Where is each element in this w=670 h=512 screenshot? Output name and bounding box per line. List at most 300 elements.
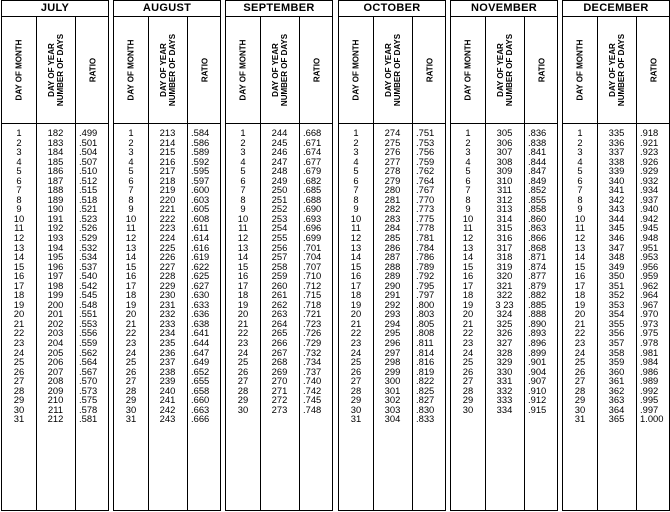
table-cell: 201 — [47, 308, 64, 320]
table-cell: 273 — [271, 403, 288, 415]
month-data-body — [339, 128, 445, 510]
table-cell: 258 — [271, 260, 288, 272]
column-day-of-year — [373, 128, 412, 424]
table-cell: 16 — [462, 270, 474, 282]
table-cell: 298 — [384, 356, 401, 368]
table-cell: .567 — [79, 365, 98, 377]
table-cell: 326 — [496, 327, 513, 339]
table-cell: .956 — [640, 260, 659, 272]
table-cell: .893 — [528, 327, 547, 339]
table-cell: 1 — [353, 127, 359, 138]
table-cell: 15 — [237, 260, 249, 272]
table-cell: 356 — [608, 327, 625, 339]
table-cell: 10 — [13, 212, 25, 224]
table-cell: 213 — [159, 127, 176, 138]
header-day-of-month — [563, 17, 597, 123]
table-cell: 300 — [384, 375, 401, 387]
table-cell: .967 — [640, 298, 659, 310]
table-cell: 186 — [47, 165, 64, 177]
table-cell: 206 — [47, 356, 64, 368]
table-cell: .992 — [640, 384, 659, 396]
table-cell: 337 — [608, 146, 625, 158]
header-day-of-month — [226, 17, 260, 123]
table-cell: 357 — [608, 337, 625, 349]
table-cell: .781 — [416, 232, 435, 244]
table-cell: 27 — [574, 375, 586, 387]
table-cell: 11 — [575, 222, 585, 234]
table-cell: 4 — [353, 155, 359, 167]
table-cell: 210 — [47, 394, 64, 406]
table-cell: 5 — [240, 165, 246, 177]
table-cell: 224 — [159, 232, 176, 244]
header-day-of-month — [451, 17, 485, 123]
table-cell: 11 — [126, 222, 136, 234]
table-cell: 255 — [271, 232, 288, 244]
table-cell: .507 — [79, 155, 98, 167]
table-cell: 28 — [350, 384, 362, 396]
table-cell: 251 — [271, 193, 288, 205]
column-day-of-year — [36, 128, 75, 424]
table-cell: 308 — [496, 155, 513, 167]
table-cell: 24 — [237, 346, 249, 358]
table-cell: 10 — [574, 212, 586, 224]
table-cell: 275 — [384, 136, 401, 148]
table-cell: 297 — [384, 346, 401, 358]
table-cell: 24 — [13, 346, 25, 358]
table-cell: 31 — [574, 413, 586, 425]
table-cell: 16 — [574, 270, 586, 282]
table-cell: .647 — [191, 346, 210, 358]
table-cell: 321 — [496, 279, 513, 291]
table-cell: 26 — [125, 365, 137, 377]
table-cell: 31 — [350, 413, 362, 425]
table-cell: 6 — [577, 174, 583, 186]
table-cell: 229 — [159, 279, 176, 291]
table-cell: .690 — [303, 203, 322, 215]
table-cell: .682 — [303, 174, 322, 186]
table-cell: 7 — [16, 184, 22, 196]
table-cell: .808 — [416, 327, 435, 339]
header-day-of-year — [36, 17, 75, 123]
table-cell: 310 — [496, 174, 513, 186]
column-days — [451, 128, 485, 414]
table-cell: 232 — [159, 308, 176, 320]
table-cell: 304 — [384, 413, 401, 425]
column-ratios — [528, 128, 559, 414]
table-cell: .888 — [528, 308, 547, 320]
table-cell: 15 — [574, 260, 586, 272]
table-cell: .989 — [640, 375, 659, 387]
table-cell: 3 — [128, 146, 134, 158]
table-cell: .589 — [191, 146, 210, 158]
table-cell: 355 — [608, 317, 625, 329]
table-cell: .797 — [416, 289, 435, 301]
table-cell: 259 — [271, 270, 288, 282]
table-cell: .830 — [416, 403, 435, 415]
table-cell: .564 — [79, 356, 98, 368]
table-cell: .975 — [640, 327, 659, 339]
table-cell: 352 — [608, 289, 625, 301]
table-cell: .696 — [303, 222, 322, 234]
table-cell: .605 — [191, 203, 210, 215]
table-cell: .860 — [528, 212, 547, 224]
table-cell: 271 — [271, 384, 288, 396]
table-cell: .855 — [528, 193, 547, 205]
table-cell: 288 — [384, 260, 401, 272]
table-cell: 265 — [271, 327, 288, 339]
table-cell: 270 — [271, 375, 288, 387]
table-cell: .937 — [640, 193, 659, 205]
table-cell: 194 — [47, 241, 64, 253]
table-cell: .595 — [191, 165, 210, 177]
month-title: NOVEMBER — [451, 1, 557, 17]
table-cell: 12 — [462, 232, 474, 244]
header-day-of-month — [114, 17, 148, 123]
table-cell: .986 — [640, 365, 659, 377]
table-cell: .545 — [79, 289, 98, 301]
table-cell: .542 — [79, 279, 98, 291]
table-cell: .926 — [640, 155, 659, 167]
table-cell: 4 — [577, 155, 583, 167]
header-day-of-year-label: DAY OF YEAR NUMBER OF DAYS — [495, 33, 514, 107]
table-cell: 341 — [608, 184, 625, 196]
month-block-december — [562, 0, 670, 511]
table-cell: .959 — [640, 270, 659, 282]
header-day-of-year-label: DAY OF YEAR NUMBER OF DAYS — [158, 33, 177, 107]
table-cell: .537 — [79, 260, 98, 272]
table-cell: .562 — [79, 346, 98, 358]
table-cell: .510 — [79, 165, 98, 177]
table-cell: 14 — [237, 251, 249, 263]
column-days — [2, 128, 36, 424]
header-day-of-month-label: DAY OF MONTH — [575, 39, 585, 101]
table-cell: 26 — [13, 365, 25, 377]
table-cell: 309 — [496, 165, 513, 177]
header-ratio — [187, 17, 222, 123]
table-cell: 22 — [574, 327, 586, 339]
table-cell: 1 — [16, 127, 22, 138]
table-cell: .600 — [191, 184, 210, 196]
table-cell: 205 — [47, 346, 64, 358]
table-cell: .526 — [79, 222, 98, 234]
table-cell: .652 — [191, 365, 210, 377]
table-cell: 1 — [465, 127, 471, 138]
table-cell: 228 — [159, 270, 176, 282]
table-cell: 281 — [384, 193, 401, 205]
table-cell: 11 — [463, 222, 473, 234]
table-cell: .910 — [528, 384, 547, 396]
table-cell: 329 — [496, 356, 513, 368]
table-cell: 316 — [496, 232, 513, 244]
table-cell: 2 — [577, 136, 583, 148]
table-cell: 23 — [574, 337, 586, 349]
table-cell: .679 — [303, 165, 322, 177]
table-cell: .981 — [640, 346, 659, 358]
table-cell: 11 — [14, 222, 24, 234]
header-day-of-month-label: DAY OF MONTH — [14, 39, 24, 101]
table-cell: 10 — [125, 212, 137, 224]
table-cell: 296 — [384, 337, 401, 349]
table-cell: .611 — [191, 222, 209, 234]
table-cell: .770 — [416, 193, 435, 205]
table-cell: 20 — [462, 308, 474, 320]
table-cell: 1.000 — [640, 413, 664, 425]
table-cell: .548 — [79, 298, 98, 310]
table-cell: 28 — [125, 384, 137, 396]
table-cell: 1 — [240, 127, 246, 138]
table-cell: 197 — [47, 270, 64, 282]
table-cell: .923 — [640, 146, 659, 158]
table-cell: .932 — [640, 174, 659, 186]
table-cell: .581 — [79, 413, 98, 425]
table-cell: 202 — [47, 317, 64, 329]
table-cell: 4 — [16, 155, 22, 167]
table-cell: 29 — [350, 394, 362, 406]
table-cell: 2 — [128, 136, 134, 148]
header-day-of-month-label: DAY OF MONTH — [463, 39, 473, 101]
table-cell: 199 — [47, 289, 64, 301]
table-cell: 261 — [271, 289, 288, 301]
header-ratio-label: RATIO — [649, 57, 658, 83]
table-cell: 287 — [384, 251, 401, 263]
table-cell: 27 — [13, 375, 25, 387]
table-cell: 217 — [159, 165, 176, 177]
table-cell: 207 — [47, 365, 64, 377]
table-cell: 18 — [462, 289, 474, 301]
table-cell: .786 — [416, 251, 435, 263]
table-cell: 299 — [384, 365, 401, 377]
table-cell: .641 — [191, 327, 210, 339]
table-cell: .677 — [303, 155, 322, 167]
table-cell: 363 — [608, 394, 625, 406]
header-day-of-year-label: DAY OF YEAR NUMBER OF DAYS — [607, 33, 626, 107]
table-cell: .751 — [416, 127, 435, 138]
table-cell: .858 — [528, 203, 547, 215]
table-cell: 339 — [608, 165, 625, 177]
table-cell: 235 — [159, 337, 176, 349]
table-cell: .953 — [640, 251, 659, 263]
table-cell: 214 — [159, 136, 176, 148]
table-cell: 196 — [47, 260, 64, 272]
table-cell: 25 — [574, 356, 586, 368]
table-cell: .627 — [191, 279, 210, 291]
table-cell: .636 — [191, 308, 210, 320]
table-cell: .849 — [528, 174, 547, 186]
table-cell: 314 — [496, 212, 513, 224]
table-cell: 346 — [608, 232, 625, 244]
table-cell: 19 — [125, 298, 137, 310]
table-cell: 9 — [465, 203, 471, 215]
table-cell: 24 — [462, 346, 474, 358]
table-cell: .504 — [79, 146, 98, 158]
table-cell: .699 — [303, 232, 322, 244]
column-days — [114, 128, 148, 424]
table-cell: 242 — [159, 403, 176, 415]
table-cell: 269 — [271, 365, 288, 377]
table-cell: 218 — [159, 174, 176, 186]
header-ratio-label: RATIO — [200, 57, 209, 83]
table-cell: 25 — [350, 356, 362, 368]
header-ratio — [299, 17, 334, 123]
table-cell: 319 — [496, 260, 513, 272]
table-cell: 16 — [125, 270, 137, 282]
table-cell: .921 — [640, 136, 659, 148]
table-cell: 350 — [608, 270, 625, 282]
table-cell: .718 — [303, 298, 322, 310]
table-cell: .685 — [303, 184, 322, 196]
table-cell: 284 — [384, 222, 401, 234]
table-cell: .756 — [416, 146, 435, 158]
table-cell: 11 — [351, 222, 361, 234]
table-cell: .737 — [303, 365, 322, 377]
table-cell: 27 — [462, 375, 474, 387]
table-cell: 31 — [13, 413, 25, 425]
table-cell: .748 — [303, 403, 322, 415]
table-cell: 12 — [574, 232, 586, 244]
table-cell: 215 — [159, 146, 176, 158]
table-cell: 364 — [608, 403, 625, 415]
table-cell: 26 — [350, 365, 362, 377]
table-cell: 30 — [237, 403, 249, 415]
table-cell: 18 — [350, 289, 362, 301]
table-cell: 204 — [47, 337, 64, 349]
table-cell: 222 — [159, 212, 176, 224]
column-days — [226, 128, 260, 414]
table-cell: 3 — [577, 146, 583, 158]
table-cell: .633 — [191, 298, 210, 310]
table-cell: 183 — [47, 136, 64, 148]
header-day-of-year-label: DAY OF YEAR NUMBER OF DAYS — [270, 33, 289, 107]
header-day-of-year — [373, 17, 412, 123]
table-cell: 15 — [13, 260, 25, 272]
table-cell: 320 — [496, 270, 513, 282]
table-cell: .586 — [191, 136, 210, 148]
table-cell: 2 — [353, 136, 359, 148]
table-cell: .833 — [416, 413, 435, 425]
table-cell: 188 — [47, 184, 64, 196]
table-cell: 20 — [350, 308, 362, 320]
table-cell: 17 — [125, 279, 137, 291]
table-cell: .904 — [528, 365, 547, 377]
column-ratios — [191, 128, 222, 424]
table-cell: 313 — [496, 203, 513, 215]
table-cell: 17 — [350, 279, 362, 291]
table-cell: .578 — [79, 403, 98, 415]
table-cell: .973 — [640, 317, 659, 329]
table-cell: .575 — [79, 394, 98, 406]
table-cell: 25 — [237, 356, 249, 368]
table-cell: 22 — [237, 327, 249, 339]
table-cell: 208 — [47, 375, 64, 387]
table-cell: 231 — [159, 298, 176, 310]
table-cell: 2 — [465, 136, 471, 148]
table-cell: 4 — [128, 155, 134, 167]
table-cell: 279 — [384, 174, 401, 186]
table-cell: .907 — [528, 375, 547, 387]
table-cell: 14 — [350, 251, 362, 263]
table-cell: .534 — [79, 251, 98, 263]
table-cell: 245 — [271, 136, 288, 148]
table-cell: 26 — [237, 365, 249, 377]
table-cell: 13 — [574, 241, 586, 253]
table-cell: .882 — [528, 289, 547, 301]
table-cell: 23 — [237, 337, 249, 349]
table-cell: 13 — [237, 241, 249, 253]
table-cell: 9 — [128, 203, 134, 215]
table-cell: 283 — [384, 212, 401, 224]
table-cell: 30 — [462, 403, 474, 415]
table-cell: 5 — [353, 165, 359, 177]
table-cell: 6 — [353, 174, 359, 186]
table-cell: .745 — [303, 394, 322, 406]
table-cell: 21 — [237, 317, 249, 329]
table-cell: 253 — [271, 212, 288, 224]
table-cell: .693 — [303, 212, 322, 224]
table-cell: .732 — [303, 346, 322, 358]
table-cell: 5 — [128, 165, 134, 177]
table-cell: .912 — [528, 394, 547, 406]
table-cell: .608 — [191, 212, 210, 224]
table-cell: 278 — [384, 165, 401, 177]
table-cell: 17 — [237, 279, 249, 291]
header-day-of-year — [485, 17, 524, 123]
table-cell: .704 — [303, 251, 322, 263]
table-cell: 260 — [271, 279, 288, 291]
table-cell: 9 — [577, 203, 583, 215]
table-cell: .984 — [640, 356, 659, 368]
table-cell: 282 — [384, 203, 401, 215]
table-cell: .863 — [528, 222, 547, 234]
table-cell: 5 — [16, 165, 22, 177]
table-cell: 268 — [271, 356, 288, 368]
table-cell: 219 — [159, 184, 176, 196]
table-cell: .775 — [416, 212, 435, 224]
table-cell: 26 — [574, 365, 586, 377]
table-cell: .901 — [528, 356, 547, 368]
table-cell: 336 — [608, 136, 625, 148]
table-cell: 230 — [159, 289, 176, 301]
table-cell: 19 — [237, 298, 249, 310]
table-cell: .570 — [79, 375, 98, 387]
table-cell: 15 — [350, 260, 362, 272]
table-cell: 23 — [462, 337, 474, 349]
table-cell: .764 — [416, 174, 435, 186]
table-cell: .734 — [303, 356, 322, 368]
table-cell: .553 — [79, 317, 98, 329]
table-cell: 227 — [159, 260, 176, 272]
table-cell: .512 — [79, 174, 98, 186]
table-cell: .874 — [528, 260, 547, 272]
table-cell: .499 — [79, 127, 98, 138]
table-cell: 5 — [577, 165, 583, 177]
table-cell: 20 — [13, 308, 25, 320]
table-cell: 15 — [462, 260, 474, 272]
table-cell: 344 — [608, 212, 625, 224]
table-cell: 30 — [350, 403, 362, 415]
table-cell: 262 — [271, 298, 288, 310]
table-cell: 267 — [271, 346, 288, 358]
table-cell: 16 — [13, 270, 25, 282]
header-ratio — [412, 17, 447, 123]
table-cell: 10 — [350, 212, 362, 224]
table-cell: 317 — [496, 241, 513, 253]
table-cell: 2 — [240, 136, 246, 148]
header-ratio-label: RATIO — [312, 57, 321, 83]
table-cell: 184 — [47, 146, 64, 158]
table-cell: 348 — [608, 251, 625, 263]
table-cell: 249 — [271, 174, 288, 186]
table-cell: 6 — [128, 174, 134, 186]
